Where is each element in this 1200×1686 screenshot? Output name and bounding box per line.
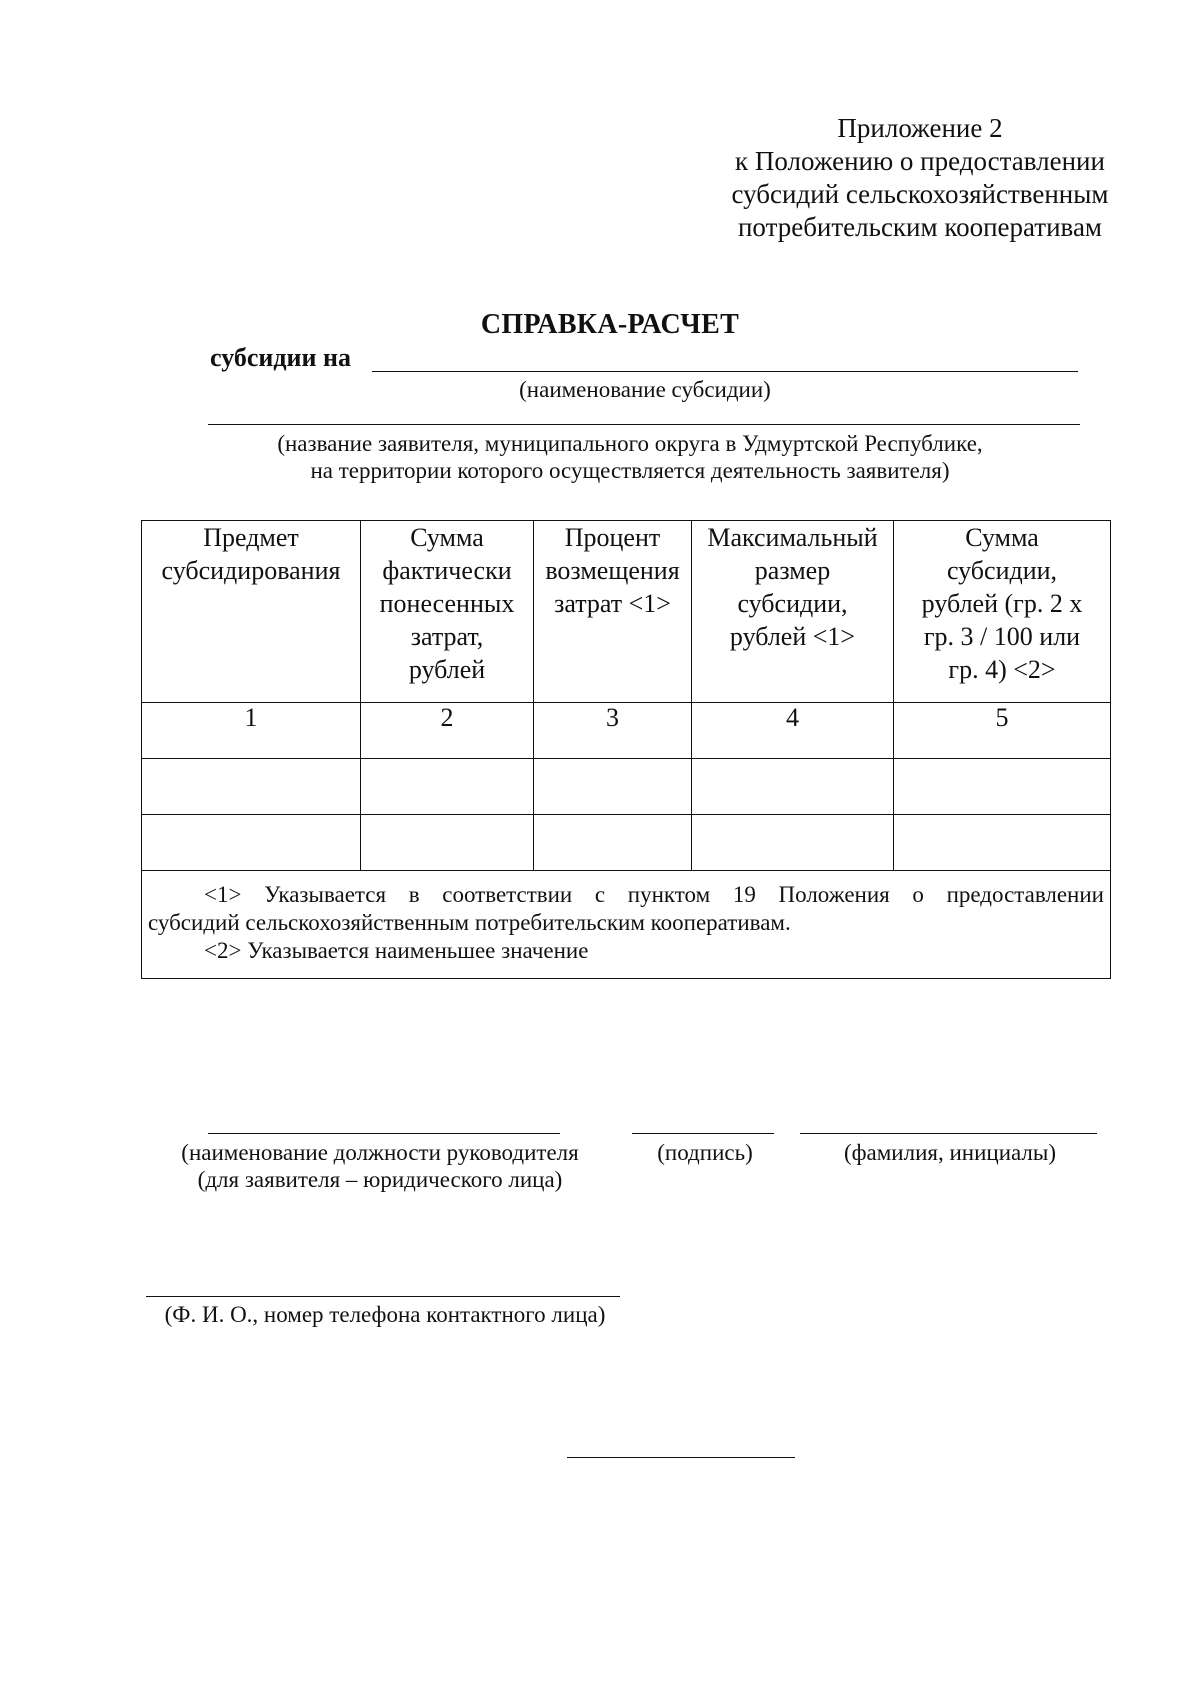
bottom-line[interactable] [567, 1457, 795, 1458]
note-2: <2> Указывается наименьшее значение [204, 938, 589, 963]
appendix-line-1: Приложение 2 [837, 113, 1003, 143]
position-caption-line-1: (наименование должности руководителя [181, 1140, 579, 1165]
header-actual-costs: Сумма фактически понесенных затрат, рублей [361, 521, 534, 703]
table-cell-empty[interactable] [894, 759, 1111, 815]
note-1-line-1: <1> Указывается в соответствии с пунктом 19 Положения о предоставлении [204, 882, 1104, 907]
column-number: 5 [894, 703, 1111, 759]
header-subject: Предмет субсидирования [142, 521, 361, 703]
appendix-line-2: к Положению о предоставлении [735, 146, 1105, 176]
applicant-caption [160, 430, 1100, 484]
table-notes [142, 871, 1111, 979]
table-row [142, 759, 1111, 815]
signature-line[interactable] [632, 1133, 774, 1134]
contact-caption: (Ф. И. О., номер телефона контактного лица) [164, 1302, 606, 1327]
position-caption [160, 1139, 600, 1193]
appendix-line-4: потребительским кооперативам [737, 212, 1103, 242]
applicant-caption-line-1: (название заявителя, муниципального округа в Удмуртской Республике, [277, 431, 983, 456]
subsidy-name-caption: (наименование субсидии) [519, 377, 771, 402]
column-number: 2 [361, 703, 534, 759]
appendix-line-3: субсидий сельскохозяйственным [731, 179, 1109, 209]
table-cell-empty[interactable] [534, 815, 692, 871]
column-number: 1 [142, 703, 361, 759]
header-reimbursement-percent: Процент возмещения затрат <1> [534, 521, 692, 703]
column-number-row [142, 703, 1111, 759]
subsidy-name-line[interactable] [372, 371, 1078, 372]
signature-caption: (подпись) [657, 1140, 753, 1165]
column-number: 3 [534, 703, 692, 759]
table-cell-empty[interactable] [361, 759, 534, 815]
table-cell-empty[interactable] [534, 759, 692, 815]
appendix-header [700, 112, 1140, 244]
table-cell-empty[interactable] [142, 815, 361, 871]
table-row [142, 815, 1111, 871]
column-number: 4 [692, 703, 894, 759]
table-header-row [142, 521, 1111, 703]
table-cell-empty[interactable] [894, 815, 1111, 871]
calculation-table [141, 520, 1111, 979]
header-max-subsidy: Максимальный размер субсидии, рублей <1> [692, 521, 894, 703]
document-title: СПРАВКА-РАСЧЕТ [480, 309, 740, 340]
applicant-name-line[interactable] [208, 424, 1080, 425]
table-cell-empty[interactable] [692, 815, 894, 871]
subsidy-label: субсидии на [210, 343, 351, 372]
table-cell-empty[interactable] [361, 815, 534, 871]
position-caption-line-2: (для заявителя – юридического лица) [197, 1167, 563, 1192]
position-line[interactable] [208, 1133, 560, 1134]
table-cell-empty[interactable] [142, 759, 361, 815]
name-line[interactable] [800, 1133, 1097, 1134]
applicant-caption-line-2: на территории которого осуществляется деятельность заявителя) [310, 458, 950, 483]
note-1-line-2: субсидий сельскохозяйственным потребительским кооперативам. [148, 910, 791, 935]
contact-line[interactable] [146, 1296, 620, 1297]
table-cell-empty[interactable] [692, 759, 894, 815]
header-subsidy-amount: Сумма субсидии, рублей (гр. 2 х гр. 3 / 100 или гр. 4) <2> [894, 521, 1111, 703]
notes-row [142, 871, 1111, 979]
name-caption: (фамилия, инициалы) [843, 1140, 1057, 1165]
